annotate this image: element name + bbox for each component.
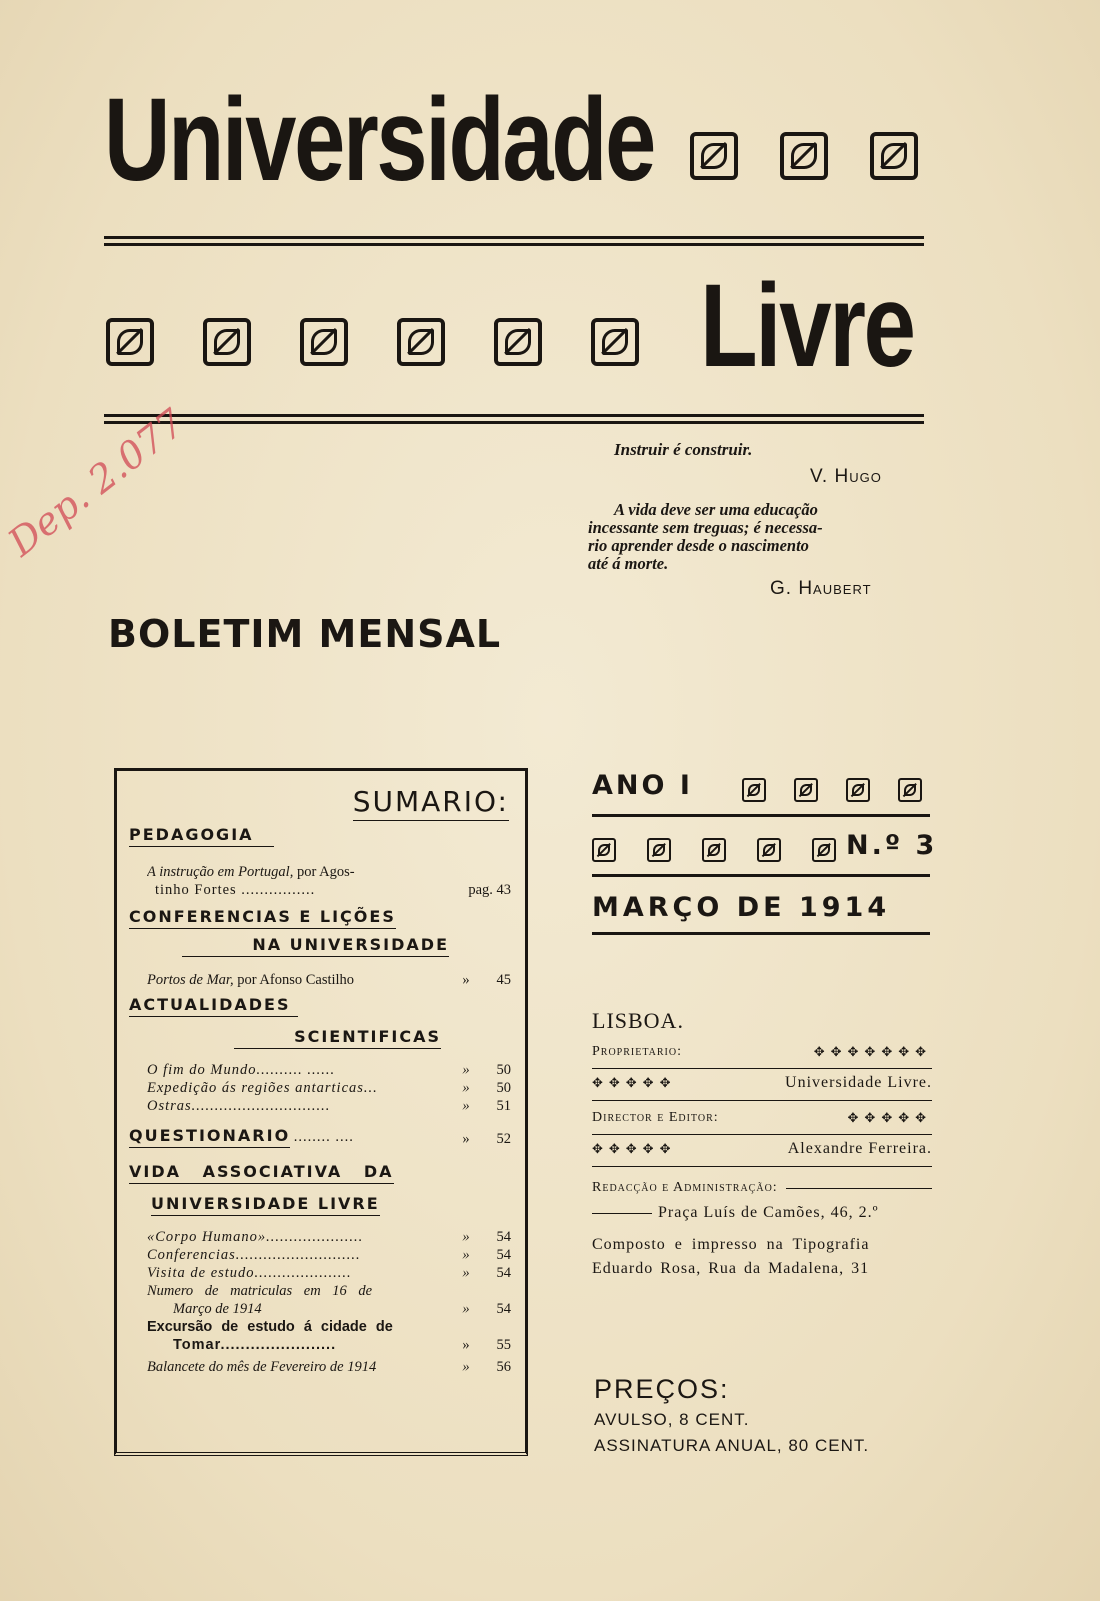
epigraph-author-1: V. Hugo [810, 466, 882, 487]
floral-square-ornament-icon [203, 318, 251, 366]
section-pedagogia: PEDAGOGIA [129, 825, 274, 847]
issue-rule-2 [592, 874, 930, 877]
toc-item-page: 55 [496, 1337, 511, 1353]
imprint-director-value: Alexandre Ferreira. [787, 1140, 932, 1157]
floral-square-ornament-icon [397, 318, 445, 366]
floral-square-ornament-icon [702, 838, 726, 862]
toc-item-title: Portos de Mar, [147, 972, 234, 988]
diamond-cross-icon: ✥✥✥✥✥ [592, 1141, 677, 1157]
precos-title: PREÇOS: [594, 1374, 730, 1404]
toc-item-ditto: » [462, 1337, 470, 1353]
floral-square-ornament-icon [898, 778, 922, 802]
toc-item-ditto: » [462, 1247, 470, 1263]
imprint-redaccao-value: Praça Luís de Camões, 46, 2.º [658, 1204, 879, 1221]
floral-square-ornament-icon [494, 318, 542, 366]
imprint-composto-line1: Composto e impresso na Tipografia [592, 1236, 870, 1253]
diamond-cross-icon: ✥✥✥✥✥ [592, 1075, 677, 1091]
toc-item-vida [147, 1264, 511, 1282]
toc-item-vida-numero-line1 [147, 1282, 511, 1300]
floral-square-ornament-icon [106, 318, 154, 366]
floral-square-ornament-icon [690, 132, 738, 180]
masthead-double-rule-1 [104, 236, 924, 246]
floral-square-ornament-icon [812, 838, 836, 862]
toc-item-title: Visita de estudo..................... [147, 1265, 352, 1281]
toc-item-title: Numero de matriculas em 16 de [147, 1283, 373, 1299]
toc-item-page: 56 [496, 1359, 511, 1375]
imprint-redaccao-row1 [592, 1180, 932, 1196]
epigraph-quote-2-line: até á morte. [588, 554, 669, 573]
issue-ornament-row-2 [592, 838, 836, 862]
issue-rule-3 [592, 932, 930, 935]
imprint-rule [592, 1068, 932, 1069]
masthead-ornament-row-top [690, 132, 918, 180]
floral-square-ornament-icon [742, 778, 766, 802]
toc-item-title: Tomar....................... [173, 1337, 337, 1353]
toc-item-page: 54 [496, 1229, 511, 1245]
toc-item-title: Expedição ás regiões antarticas... [147, 1080, 378, 1096]
toc-item-page: 50 [496, 1080, 511, 1096]
imprint-director-row2 [592, 1140, 932, 1158]
imprint-redaccao-label: Redacção e Administração: [592, 1180, 778, 1195]
epigraph-author-2: G. Haubert [770, 578, 872, 599]
floral-square-ornament-icon [592, 838, 616, 862]
imprint-rule [592, 1134, 932, 1135]
floral-square-ornament-icon [647, 838, 671, 862]
issue-numero: N.º 3 [846, 830, 938, 861]
masthead-double-rule-2 [104, 414, 924, 424]
imprint-redaccao-line [592, 1213, 652, 1214]
toc-item-vida-numero-line2 [147, 1300, 511, 1318]
section-conferencias-line2: NA UNIVERSIDADE [182, 935, 449, 957]
toc-item-actualidades [147, 1079, 511, 1097]
epigraph-quote-2-line: incessante sem treguas; é necessa- [588, 518, 823, 537]
toc-item-author: por Afonso Castilho [233, 972, 355, 988]
floral-square-ornament-icon [846, 778, 870, 802]
masthead-title-livre: Livre [700, 260, 914, 392]
toc-item-ditto: » [462, 972, 470, 988]
toc-item-ditto: » [462, 1080, 470, 1096]
toc-item-ditto: » [462, 1131, 470, 1147]
floral-square-ornament-icon [591, 318, 639, 366]
issue-rule-1 [592, 814, 930, 817]
epigraph-quote-1: Instruir é construir. [614, 440, 753, 459]
section-actualidades-line1: ACTUALIDADES [129, 995, 298, 1017]
imprint-proprietario-row1 [592, 1044, 932, 1060]
toc-item-questionario [129, 1127, 511, 1148]
imprint-director-label: Director e Editor: [592, 1110, 719, 1125]
toc-item-vida-excursao-line2 [147, 1336, 511, 1354]
imprint-proprietario-value: Universidade Livre. [785, 1074, 932, 1091]
toc-item-actualidades [147, 1097, 511, 1115]
floral-square-ornament-icon [794, 778, 818, 802]
imprint-redaccao-row2 [592, 1204, 932, 1222]
imprint-rule [592, 1100, 932, 1101]
toc-item-pedagogia-line2 [147, 881, 511, 899]
toc-item-title: O fim do Mundo.......... ...... [147, 1062, 336, 1078]
toc-item-page: 45 [496, 972, 511, 988]
precos-assinatura: ASSINATURA ANUAL, 80 CENT. [594, 1436, 870, 1455]
toc-item-ditto: » [462, 1359, 470, 1375]
section-actualidades-line2: SCIENTIFICAS [234, 1027, 441, 1049]
toc-item-ditto: » [462, 1301, 470, 1317]
library-deposit-stamp: Dep. 2.077 [0, 400, 193, 565]
toc-item-title: Balancete do mês de Fevereiro de 1914 [147, 1359, 377, 1375]
toc-item-page: 51 [496, 1098, 511, 1114]
sumario-box [114, 768, 528, 1456]
toc-item-title: Conferencias........................... [147, 1247, 361, 1263]
toc-item-page: 54 [496, 1265, 511, 1281]
epigraph-quote-2 [588, 501, 928, 573]
toc-item-page: 52 [496, 1131, 511, 1147]
epigraph-quote-2-line: rio aprender desde o nascimento [588, 536, 809, 555]
subtitle-boletim-mensal: BOLETIM MENSAL [108, 612, 502, 656]
toc-item-dots: ........ .... [293, 1129, 354, 1145]
toc-item-author: tinho Fortes ................ [155, 882, 316, 898]
floral-square-ornament-icon [300, 318, 348, 366]
issue-ano: ANO I [592, 770, 693, 801]
toc-item-page: pag. 43 [468, 882, 511, 898]
masthead-ornament-row-bottom [106, 318, 639, 366]
masthead-title-universidade: Universidade [104, 74, 654, 206]
toc-item-pedagogia-line1 [147, 863, 511, 881]
toc-item-actualidades [147, 1061, 511, 1079]
imprint-city: LISBOA. [592, 1008, 684, 1033]
toc-item-title: Ostras.............................. [147, 1098, 331, 1114]
toc-item-author: por Agos- [293, 864, 355, 880]
floral-square-ornament-icon [780, 132, 828, 180]
imprint-rule [592, 1166, 932, 1167]
epigraph-quote-2-line: A vida deve ser uma educação [614, 500, 818, 519]
imprint-director-row1 [592, 1110, 932, 1126]
toc-item-ditto: » [462, 1265, 470, 1281]
diamond-cross-icon: ✥✥✥✥✥✥✥ [813, 1044, 932, 1060]
toc-item-ditto: » [462, 1098, 470, 1114]
sumario-title: SUMARIO: [353, 785, 509, 821]
imprint-proprietario-row2 [592, 1074, 932, 1092]
toc-item-ditto: » [462, 1229, 470, 1245]
toc-item-title: «Corpo Humano»..................... [147, 1229, 364, 1245]
toc-item-page: 54 [496, 1301, 511, 1317]
imprint-composto-line2: Eduardo Rosa, Rua da Madalena, 31 [592, 1260, 870, 1277]
floral-square-ornament-icon [757, 838, 781, 862]
issue-ornament-row-1 [742, 778, 922, 802]
floral-square-ornament-icon [870, 132, 918, 180]
section-conferencias-line1: CONFERENCIAS E LIÇÕES [129, 907, 396, 929]
toc-item-title: A instrução em Portugal, [147, 864, 294, 880]
section-vida-associativa-line2: UNIVERSIDADE LIVRE [151, 1194, 380, 1216]
toc-item-vida-balancete [147, 1358, 511, 1376]
section-vida-associativa-line1: VIDA ASSOCIATIVA DA [129, 1162, 394, 1184]
toc-item-title: Março de 1914 [173, 1301, 262, 1317]
toc-item-ditto: » [462, 1062, 470, 1078]
toc-item-vida [147, 1246, 511, 1264]
precos-avulso: AVULSO, 8 CENT. [594, 1410, 750, 1429]
imprint-proprietario-label: Proprietario: [592, 1044, 682, 1059]
imprint-redaccao-line [786, 1188, 932, 1189]
toc-item-vida [147, 1228, 511, 1246]
toc-item-page: 54 [496, 1247, 511, 1263]
toc-item-page: 50 [496, 1062, 511, 1078]
toc-item-title: Excursão de estudo á cidade de [147, 1319, 393, 1335]
toc-item-conferencias [147, 971, 511, 989]
diamond-cross-icon: ✥✥✥✥✥ [847, 1110, 932, 1126]
toc-item-vida-excursao-line1 [147, 1318, 511, 1336]
section-questionario: QUESTIONARIO [129, 1127, 290, 1148]
issue-date: MARÇO DE 1914 [592, 892, 891, 923]
